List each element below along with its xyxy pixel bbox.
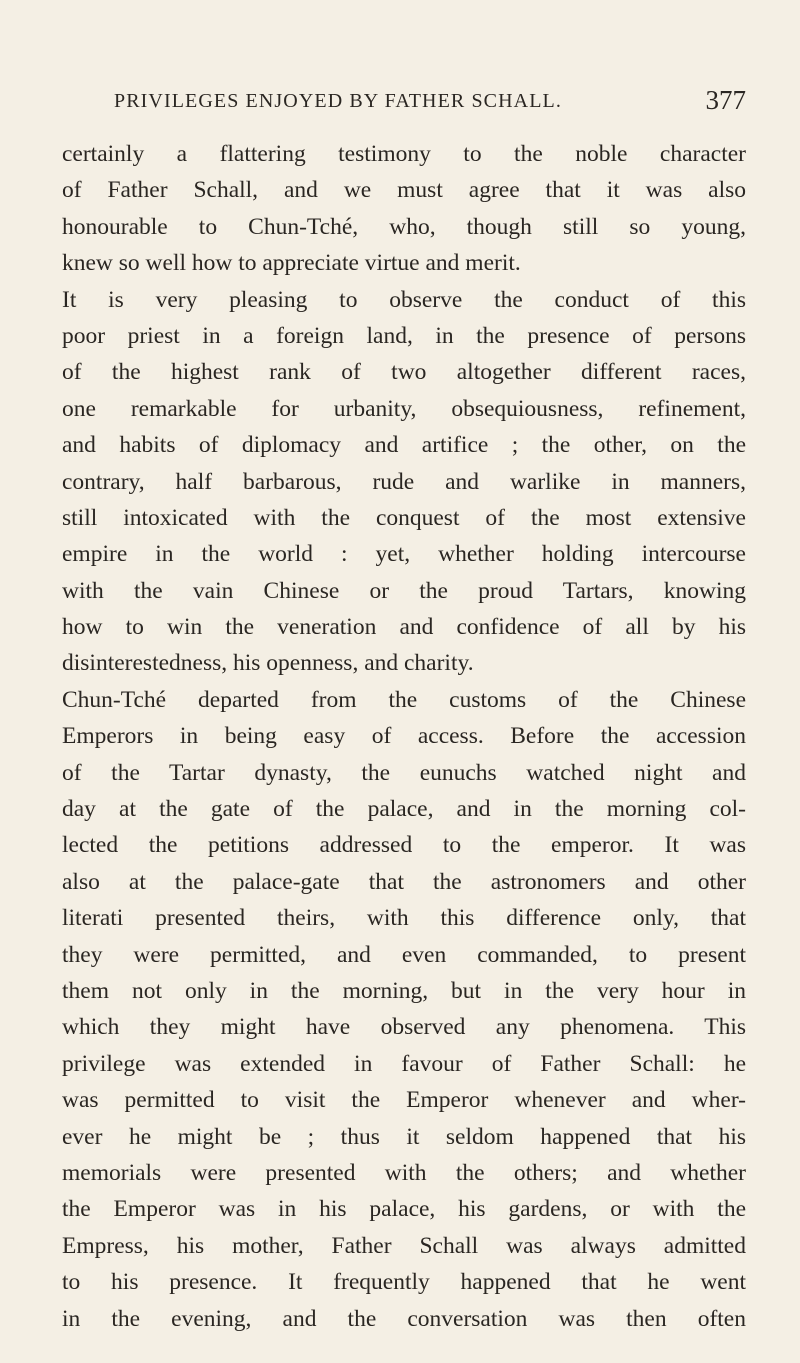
text-line: was permitted to visit the Emperor whenever and wher- [62,1087,746,1114]
text-line: memorials were presented with the others; and whether [62,1159,746,1186]
text-line: also at the palace-gate that the astronomers and other [62,868,746,895]
text-line: It is very pleasing to observe the conduct of this [62,286,746,313]
page-number: 377 [705,85,746,115]
text-line: one remarkable for urbanity, obsequiousness, refinement, [62,395,746,422]
text-line: contrary, half barbarous, rude and warlike in manners, [62,468,746,495]
body-text [62,136,746,1337]
text-line: the Emperor was in his palace, his gardens, or with the [62,1196,746,1223]
running-head [62,86,746,116]
text-line: still intoxicated with the conquest of the most extensive [62,504,746,531]
text-line: how to win the veneration and confidence of all by his [62,614,746,641]
text-line: certainly a flattering testimony to the noble character [62,141,746,167]
text-line: Chun-Tché departed from the customs of the Chinese [62,686,746,713]
text-line: Emperors in being easy of access. Before the accession [62,723,746,750]
text-line: of the highest rank of two altogether different races, [62,359,746,386]
text-line: and habits of diplomacy and artifice ; the other, on the [62,432,746,459]
text-line: Empress, his mother, Father Schall was always admitted [62,1232,746,1259]
running-title: PRIVILEGES ENJOYED BY FATHER SCHALL. [114,90,562,112]
text-line: with the vain Chinese or the proud Tartars, knowing [62,577,746,604]
text-line: of the Tartar dynasty, the eunuchs watched night and [62,759,746,786]
text-line: ever he might be ; thus it seldom happened that his [62,1123,746,1150]
text-line: which they might have observed any phenomena. This [62,1014,746,1041]
text-line: poor priest in a foreign land, in the presence of persons [62,322,746,349]
text-line: to his presence. It frequently happened that he went [62,1269,746,1296]
text-line: empire in the world : yet, whether holding intercourse [62,541,746,568]
text-line: knew so well how to appreciate virtue and merit. [62,250,521,277]
text-line: disinterestedness, his openness, and charity. [62,650,474,677]
text-line: literati presented theirs, with this difference only, that [62,905,746,932]
text-line: of Father Schall, and we must agree that it was also [62,177,746,204]
text-line: day at the gate of the palace, and in the morning col- [62,796,746,823]
text-line: they were permitted, and even commanded, to present [62,941,746,968]
text-line: them not only in the morning, but in the very hour in [62,977,746,1004]
text-line: privilege was extended in favour of Father Schall: he [62,1050,746,1077]
text-line: in the evening, and the conversation was then often [62,1305,746,1332]
text-line: honourable to Chun-Tché, who, though still so young, [62,213,746,240]
text-line: lected the petitions addressed to the emperor. It was [62,832,746,859]
